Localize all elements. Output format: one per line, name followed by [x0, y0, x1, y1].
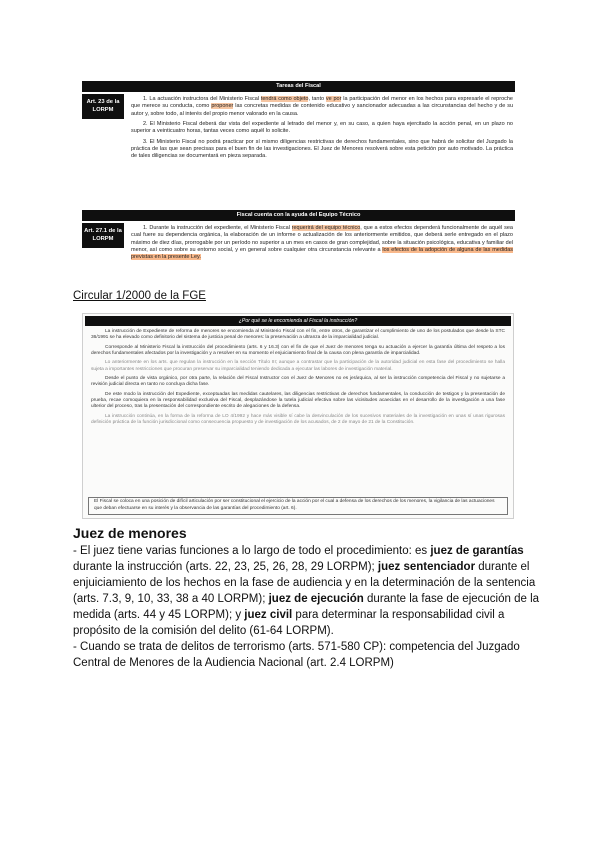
circular-paragraph-4: Desde el punto de vista orgánico, por otra parte, la relación del Fiscal Instructor con el Juez de Menores no es jerárquica, al ser la instrucción competencia del Fiscal y no sujetarse a revisión judicial directa en tanto no concluya dicha fase.	[91, 375, 505, 388]
equipo-tecnico-block	[82, 210, 515, 265]
equipo-text	[124, 223, 515, 265]
juez-section	[73, 524, 543, 672]
circular-scan	[82, 313, 514, 519]
tareas-text	[124, 94, 515, 164]
equipo-article-label: Art. 27.1 de la LORPM	[82, 223, 124, 248]
juez-functions-paragraph: - El juez tiene varias funciones a lo largo de todo el procedimiento: es juez de garantías durante la instrucción (arts. 22, 23, 25, 26, 28, 29 LORPM); juez sentenciador durante el enjuiciamiento de los hechos en la fase de audiencia y en la determinación de la sentencia (arts. 7.3, 9, 10, 33, 38 a 40 LORPM); juez de ejecución durante la fase de ejecución de la medida (arts. 44 y 45 LORPM); y juez civil para determinar la responsabilidad civil a propósito de la comisión del delito (61-64 LORPM).	[73, 545, 540, 638]
circular-body	[83, 326, 513, 432]
juez-terrorism-paragraph: - Cuando se trata de delitos de terrorismo (arts. 571-580 CP): competencia del Juzgado Central de Menores de la Audiencia Nacional (art. 2.4 LORPM)	[73, 641, 520, 670]
circular-paragraph-3: Lo anteriormente en los arts. que regulan la instrucción en la sección Título III; aunque a contrastar que la participación de la autoridad judicial en esta fase del procedimiento se halla sujeta a importantes restricciones que procuran preservar su imparcialidad teniendo dedicada a ejecutar las labores de investigación material.	[91, 360, 505, 372]
circular-paragraph-2: Corresponde al Ministerio Fiscal la instrucción del procedimiento (arts. 6 y 16.3) con el fin de que el Juez de menores tenga su actuación a ejercer la garantía última del respeto a los derechos fundamentales afectados por la investigación y a resolver en su momento el enjuiciamiento final de la causa con plena garantía de imparcialidad.	[91, 344, 505, 356]
circular-title: Circular 1/2000 de la FGE	[73, 290, 206, 302]
equipo-header: Fiscal cuenta con la ayuda del Equipo Técnico	[82, 210, 515, 221]
tareas-paragraph-1: 1. La actuación instructora del Ministerio Fiscal tendrá como objeto, tanto ve por la participación del menor en los hechos para expresarle el reproche que merece su conducta, como proponer las concretas medidas de contenido educativo y sancionador adecuadas a las circunstancias del hecho y de su autor y, sobre todo, al interés del propio menor valorado en la causa.	[131, 96, 513, 117]
circular-note: El Fiscal se coloca en una posición de difícil articulación por ser constitucional el ejercicio de la acción por el cual a defensa de los derechos de los menores, la vigilancia de las actuaciones que deban efectuarse en su interés y la observancia de las garantías del procedimiento (art. 6).	[88, 497, 508, 515]
equipo-paragraph: 1. Durante la instrucción del expediente, el Ministerio Fiscal requerirá del equipo técnico, que a estos efectos dependerá funcionalmente de aquél sea cual fuere su dependencia orgánica, la elaboración de un informe o actualización de los anteriormente emitidos, que deberá serle entregado en el plazo máximo de diez días, prorrogable por un período no superior a un mes en casos de gran complejidad, sobre la situación psicológica, educativa y familiar del menor, así como sobre su entorno social, y en general sobre cualquier otra circunstancia relevante a los efectos de la adopción de alguna de las medidas previstas en la presente Ley.	[131, 225, 513, 261]
circular-paragraph-1: La instrucción de Expediente de reforma de menores se encomienda al Ministerio Fiscal con el fin, entre otros, de garantizar el cumplimiento de uno de los postulados que desde la STC 36/1991 se ha elevado como definitorio del sistema de justicia penal de menores: la preservación a ultranza de la imparcialidad judicial.	[91, 329, 505, 341]
tareas-fiscal-block	[82, 81, 515, 164]
tareas-header: Tareas del Fiscal	[82, 81, 515, 92]
juez-title: Juez de menores	[73, 525, 187, 541]
circular-header: ¿Por qué se le encomienda al Fiscal la instrucción?	[85, 316, 511, 326]
tareas-paragraph-3: 3. El Ministerio Fiscal no podrá practicar por sí mismo diligencias restrictivas de derechos fundamentales, sino que habrá de solicitar del Juzgado la práctica de las que sean precisas para el buen fin de las investigaciones. El Juez de Menores resolverá sobre esta petición por auto motivado. La práctica de tales diligencias se documentará en pieza separada.	[131, 138, 513, 160]
circular-paragraph-5: De este modo la instrucción del Expediente, exceptuadas las medidas cautelares, las diligencias restrictivas de derechos fundamentales, la conducción de testigos y la presentación de prueba, recae comoquiera en la responsabilidad exclusiva del Fiscal, desplazándose la tutela judicial efectiva sobre las vicisitudes acaecidas en el desarrollo de la investigación a una fase ulterior del proceso, tras la presentación del correspondiente escrito de alegaciones de la defensa.	[91, 391, 505, 410]
circular-paragraph-6: La instrucción continúa, en la forma de la reforma de LO 4/1992 y hace más visible sí cabe la desvinculación de los sucesivos materiales de la investigación en unas sí unas rigurosas definición práctica de la función jurisdiccional como consecuencia propuesto y de investigación de los acusados, de 2 de mayo de 21 de la Constitución.	[91, 413, 505, 425]
tareas-article-label: Art. 23 de la LORPM	[82, 94, 124, 119]
tareas-paragraph-2: 2. El Ministerio Fiscal deberá dar vista del expediente al letrado del menor y, en su caso, a quien haya ejercitado la acción penal, en un plazo no superior a veinticuatro horas, tantas veces como aquél lo solicite.	[131, 120, 513, 135]
